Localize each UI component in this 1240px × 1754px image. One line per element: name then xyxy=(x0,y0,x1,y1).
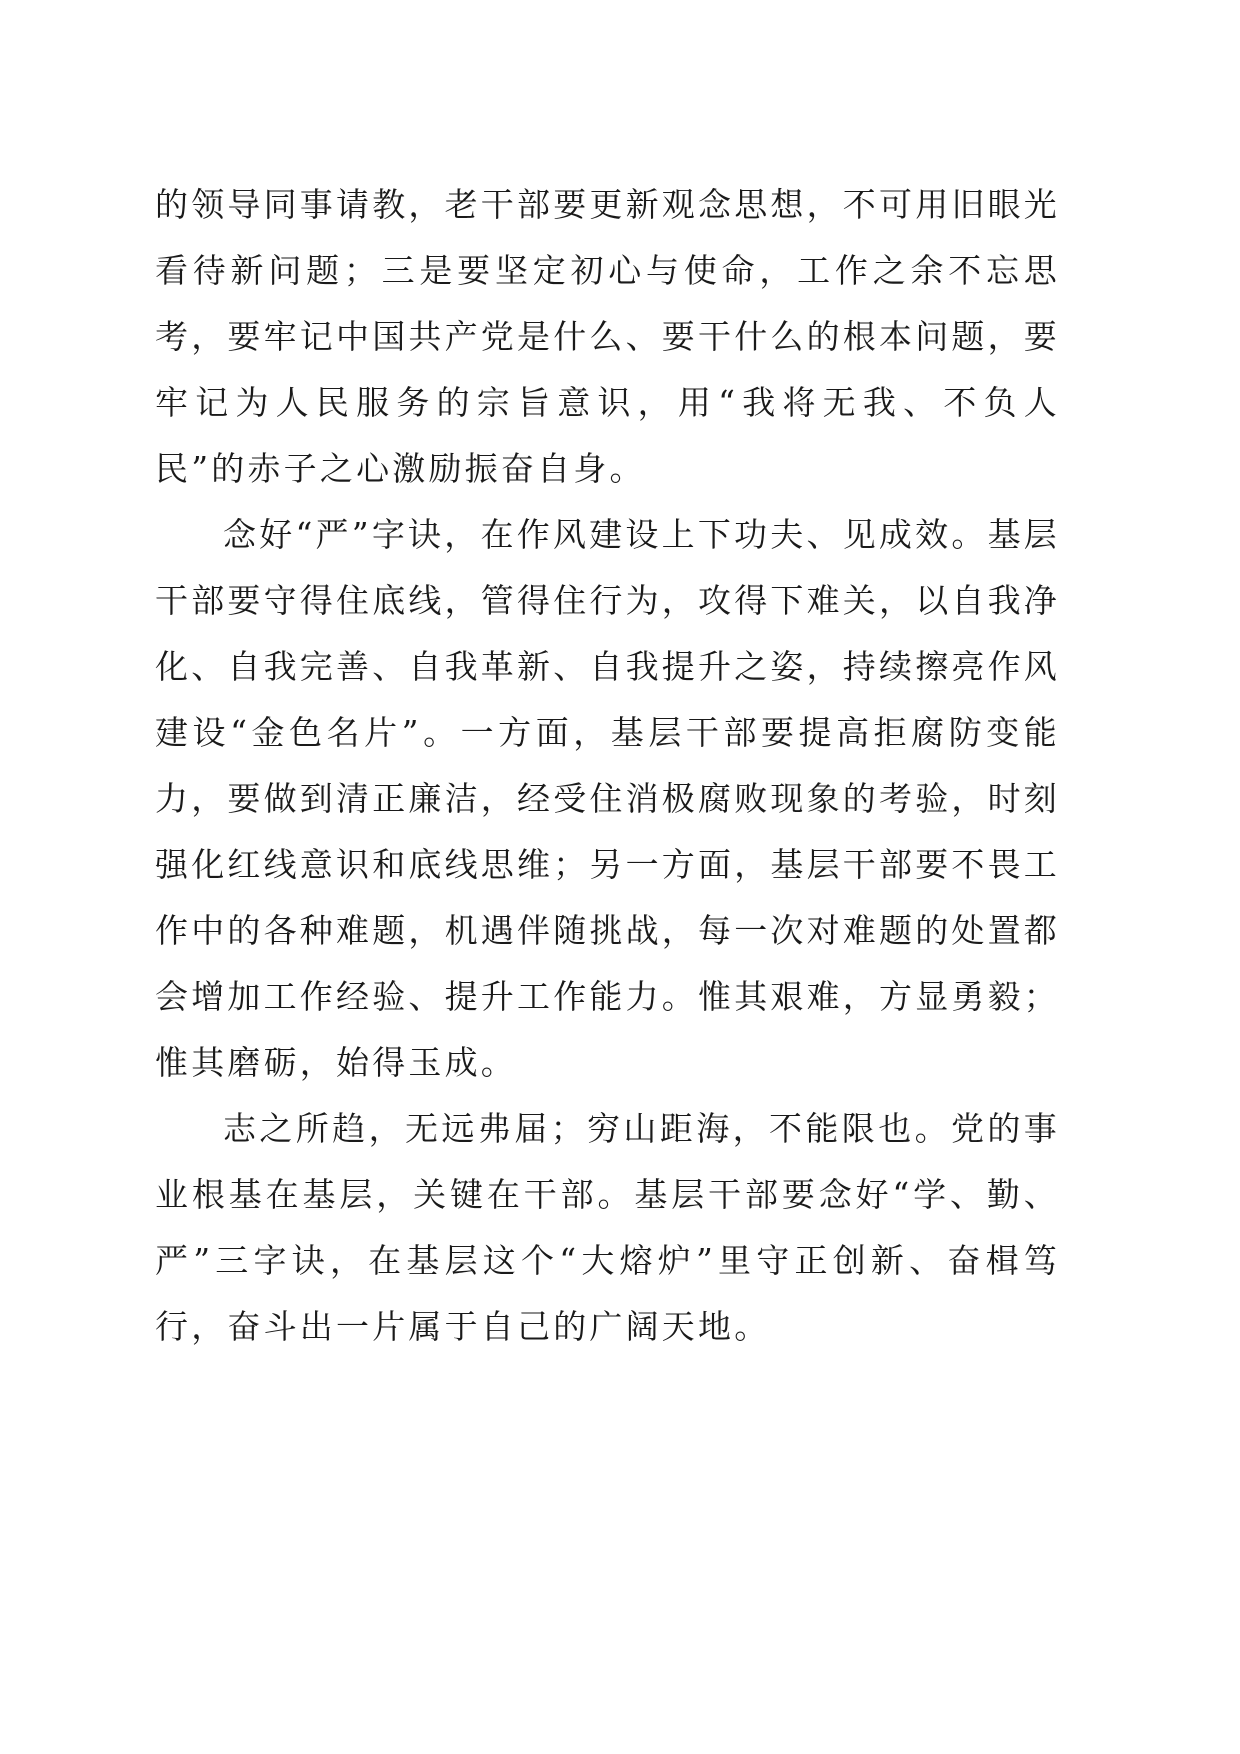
paragraph-continued: 的领导同事请教，老干部要更新观念思想，不可用旧眼光看待新问题；三是要坚定初心与使命，工作之余不忘思考，要牢记中国共产党是什么、要干什么的根本问题，要牢记为人民服务的宗旨意识，用“我将无我、不负人民”的赤子之心激励振奋自身。 xyxy=(155,185,1060,488)
document-body xyxy=(155,172,1060,1360)
paragraph-yan: 念好“严”字诀，在作风建设上下功夫、见成效。基层干部要守得住底线，管得住行为，攻得下难关，以自我净化、自我完善、自我革新、自我提升之姿，持续擦亮作风建设“金色名片”。一方面，基层干部要提高拒腐防变能力，要做到清正廉洁，经受住消极腐败现象的考验，时刻强化红线意识和底线思维；另一方面，基层干部要不畏工作中的各种难题，机遇伴随挑战，每一次对难题的处置都会增加工作经验、提升工作能力。惟其艰难，方显勇毅；惟其磨砺，始得玉成。 xyxy=(155,515,1060,1082)
paragraph-conclusion: 志之所趋，无远弗届；穷山距海，不能限也。党的事业根基在基层，关键在干部。基层干部要念好“学、勤、严”三字诀，在基层这个“大熔炉”里守正创新、奋楫笃行，奋斗出一片属于自己的广阔天地。 xyxy=(155,1109,1060,1346)
